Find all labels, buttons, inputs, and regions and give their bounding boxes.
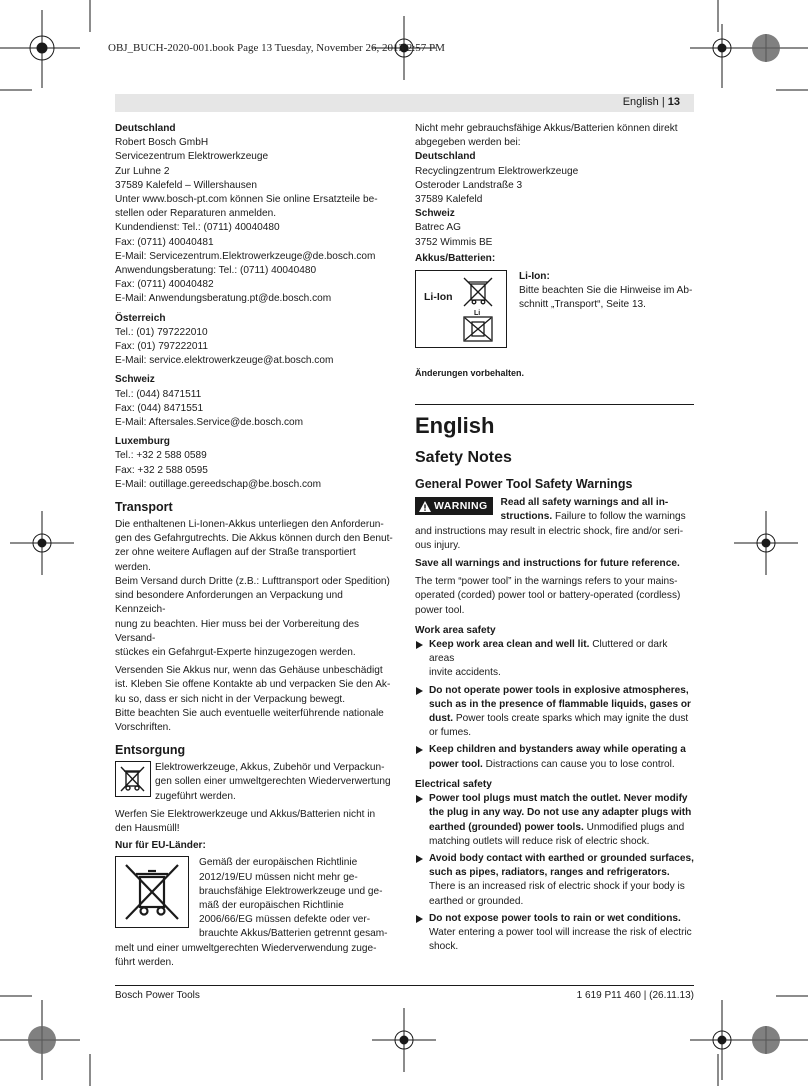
lu-line: Fax: +32 2 588 0595	[115, 464, 208, 476]
weee-bin-icon	[115, 856, 189, 928]
de-line: Robert Bosch GmbH	[115, 137, 209, 149]
disposal-icon-row	[115, 761, 393, 804]
text-line: and instructions may result in electric shock, fire and/or seri-	[415, 525, 684, 537]
liion-text	[519, 270, 692, 313]
general-warnings-heading: General Power Tool Safety Warnings	[415, 477, 633, 492]
text-line: 3752 Wimmis BE	[415, 236, 493, 248]
text-line: Elektrowerkzeuge, Akkus, Zubehör und Verpackun-	[155, 762, 385, 774]
de-line: Unter www.bosch-pt.com können Sie online Ersatzteile be-	[115, 194, 378, 206]
disposal-heading: Entsorgung	[115, 743, 186, 758]
text-line: 2012/19/EU müssen nicht mehr ge-	[199, 871, 358, 883]
text-line: zer ohne weitere Auflagen auf der Straße transportiert werden.	[115, 547, 356, 573]
bullet-item: Avoid body contact with earthed or grounded surfaces, such as pipes, radiators, ranges and refrigerators. There is an increased risk of electric shock if your body is earthed or grounded.	[415, 852, 694, 909]
liion-icon-sub: Li	[474, 310, 481, 318]
at-title: Österreich	[115, 312, 166, 324]
de-line: 37589 Kalefeld – Willershausen	[115, 179, 257, 191]
de-line: stellen oder Reparaturen anmelden.	[115, 208, 277, 220]
text-line: mäß der europäischen Richtlinie	[199, 899, 344, 911]
warning-block	[415, 496, 694, 553]
disposal-icon-text	[155, 761, 391, 804]
akku-title: Akkus/Batterien:	[415, 252, 496, 264]
text-line: Werfen Sie Elektrowerkzeuge und Akkus/Batterien nicht in	[115, 808, 376, 820]
at-line: Tel.: (01) 797222010	[115, 326, 208, 338]
electrical-heading: Electrical safety	[415, 778, 492, 790]
text-line: brauchsfähige Elektrowerkzeuge und ge-	[199, 885, 383, 897]
text-line: gen sollen einer umweltgerechten Wiederverwertung	[155, 776, 391, 788]
text-line: abgegeben werden bei:	[415, 137, 521, 149]
footer-right: 1 619 P11 460 | (26.11.13)	[576, 990, 694, 1001]
book-info: OBJ_BUCH-2020-001.book Page 13 Tuesday, November 26, 2013 2:57 PM	[108, 42, 445, 54]
bullet-item: Do not operate power tools in explosive atmospheres, such as in the presence of flammable liquids, gases or dust. Power tools create sparks which may ignite the dust or fumes.	[415, 684, 694, 741]
batt-ch-title: Schweiz	[415, 208, 455, 220]
text-line: Bitte beachten Sie die Hinweise im Ab-	[519, 285, 693, 297]
header-language: English	[622, 96, 659, 108]
text-span: Read all safety warnings and all in-	[500, 497, 669, 509]
text-line: The term “power tool” in the warnings refers to your mains-	[415, 576, 678, 588]
eu-text	[199, 856, 388, 941]
right-column	[415, 122, 694, 954]
liion-icon-box	[415, 270, 507, 348]
text-line: Bitte beachten Sie auch eventuelle weiterführende nationale	[115, 707, 384, 719]
ch-line: Fax: (044) 8471551	[115, 402, 204, 414]
warning-badge	[415, 497, 493, 515]
footer-left: Bosch Power Tools	[115, 990, 200, 1001]
text-line: 2006/66/EG müssen defekte oder ver-	[199, 914, 371, 926]
de-contact	[115, 136, 393, 306]
de-line: Fax: (0711) 40040482	[115, 279, 214, 291]
lu-line: Tel.: +32 2 588 0589	[115, 450, 207, 462]
transport-paragraph-1	[115, 518, 393, 660]
de-line: Kundendienst: Tel.: (0711) 40040480	[115, 222, 280, 234]
bullet-item: Do not expose power tools to rain or wet conditions. Water entering a power tool will increase the risk of electric shock.	[415, 912, 694, 955]
text-span: structions.	[500, 511, 553, 523]
at-line: E-Mail: service.elektrowerkzeuge@at.bosch.com	[115, 355, 334, 367]
text-line: den Hausmüll!	[115, 822, 180, 834]
english-title: English	[415, 413, 495, 439]
text-line: ist. Kleben Sie offene Kontakte ab und verpacken Sie den Ak-	[115, 679, 391, 691]
de-line: Anwendungsberatung: Tel.: (0711) 40040480	[115, 265, 317, 277]
text-line: Nicht mehr gebrauchsfähige Akkus/Batterien können direkt	[415, 123, 678, 134]
page-header-bar	[115, 94, 694, 112]
text-line: Batrec AG	[415, 222, 462, 234]
liion-title: Li-Ion:	[519, 271, 550, 283]
ch-line: Tel.: (044) 8471511	[115, 388, 202, 400]
text-line: gen des Gefahrgutrechts. Die Akkus können durch den Benut-	[115, 533, 393, 545]
lu-line: E-Mail: outillage.gereedschap@be.bosch.com	[115, 478, 322, 490]
text-line: Osteroder Landstraße 3	[415, 179, 523, 191]
page-header	[623, 96, 680, 108]
transport-paragraph-2	[115, 664, 393, 735]
at-line: Fax: (01) 797222011	[115, 341, 208, 353]
text-line: Recyclingzentrum Elektrowerkzeuge	[415, 165, 579, 177]
text-line: operated (corded) power tool or battery-operated (cordless)	[415, 590, 681, 602]
text-line: brauchte Akkus/Batterien getrennt gesam-	[199, 928, 388, 940]
changes-reserved: Änderungen vorbehalten.	[415, 368, 525, 379]
text-line: Beim Versand durch Dritte (z.B.: Lufttransport oder Spedition)	[115, 575, 390, 587]
liion-icon-label: Li-Ion	[424, 291, 453, 304]
liion-row	[415, 270, 694, 348]
transport-heading: Transport	[115, 500, 173, 515]
lu-title: Luxemburg	[115, 436, 170, 448]
de-line: Fax: (0711) 40040481	[115, 236, 214, 248]
work-area-heading: Work area safety	[415, 624, 496, 636]
de-title: Deutschland	[115, 123, 176, 134]
save-instructions: Save all warnings and instructions for future reference.	[415, 558, 680, 570]
text-line: melt und einer umweltgerechten Wiederverwendung zuge-	[115, 942, 377, 954]
batt-de-title: Deutschland	[415, 151, 476, 163]
text-line: ous injury.	[415, 539, 461, 551]
text-line: Versenden Sie Akkus nur, wenn das Gehäuse unbeschädigt	[115, 665, 383, 677]
text-line: Vorschriften.	[115, 721, 172, 733]
header-page-number: 13	[667, 96, 680, 108]
text-line: Gemäß der europäischen Richtlinie	[199, 857, 358, 869]
recycle-bin-icon	[115, 761, 151, 797]
eu-title: Nur für EU-Länder:	[115, 840, 206, 852]
de-line: Zur Luhne 2	[115, 165, 170, 177]
footer-rule	[115, 985, 694, 986]
text-span: Failure to follow the warnings	[552, 511, 686, 523]
warning-triangle-icon	[419, 501, 431, 512]
warning-label: WARNING	[434, 500, 488, 513]
text-line: nung zu beachten. Hier muss bei der Vorbereitung des Versand-	[115, 618, 360, 644]
ch-line: E-Mail: Aftersales.Service@de.bosch.com	[115, 417, 304, 429]
text-line: power tool.	[415, 604, 465, 616]
section-divider	[415, 404, 694, 405]
bullet-item: Keep children and bystanders away while operating a power tool. Distractions can cause you to lose control.	[415, 743, 694, 771]
text-line: 37589 Kalefeld	[415, 194, 483, 206]
text-line: schnitt „Transport“, Seite 13.	[519, 299, 646, 311]
de-line: E-Mail: Servicezentrum.Elektrowerkzeuge@de.bosch.com	[115, 250, 376, 262]
safety-notes-heading: Safety Notes	[415, 449, 512, 467]
de-line: E-Mail: Anwendungsberatung.pt@de.bosch.com	[115, 293, 332, 305]
left-column	[115, 122, 393, 970]
text-line: ku so, dass er sich nicht in der Verpackung bewegt.	[115, 693, 346, 705]
bullet-item: Power tool plugs must match the outlet. Never modify the plug in any way. Do not use any adapter plugs with earthed (grounded) power tools. Unmodified plugs and matching outlets will reduce risk of electric shock.	[415, 792, 694, 849]
text-line: sind besondere Anforderungen an Verpackung und Kennzeich-	[115, 590, 343, 616]
de-line: Servicezentrum Elektrowerkzeuge	[115, 151, 269, 163]
text-line: führt werden.	[115, 956, 174, 968]
bullet-item: Keep work area clean and well lit. Cluttered or dark areas invite accidents.	[415, 638, 694, 681]
eu-icon-row	[115, 856, 393, 941]
text-line: zugeführt werden.	[155, 790, 236, 802]
text-line: stückes ein Gefahrgut-Experte hinzugezogen werden.	[115, 646, 356, 658]
text-line: Die enthaltenen Li-Ionen-Akkus unterliegen den Anforderun-	[115, 519, 384, 531]
header-separator: |	[661, 96, 665, 108]
ch-title: Schweiz	[115, 374, 155, 386]
